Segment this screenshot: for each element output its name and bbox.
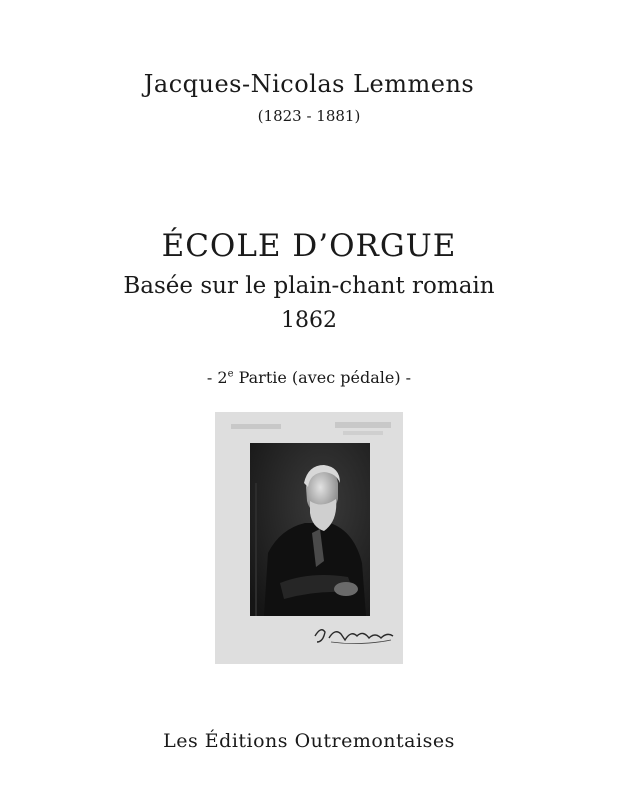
book-title: ÉCOLE D’ORGUE — [161, 228, 457, 264]
part-label — [0, 368, 618, 387]
part-superscript: e — [227, 368, 234, 380]
part-suffix: Partie (avec pédale) - — [233, 368, 412, 387]
portrait-plate — [215, 412, 403, 664]
author-name: Jacques-Nicolas Lemmens — [143, 70, 475, 98]
publication-year: 1862 — [281, 308, 337, 333]
publisher-name: Les Éditions Outremontaises — [163, 730, 455, 752]
part-prefix: - 2 — [206, 368, 228, 387]
portrait-photograph — [250, 443, 370, 616]
plate-ghost-text — [225, 416, 395, 440]
book-subtitle: Basée sur le plain-chant romain — [123, 273, 495, 299]
portrait-figure — [250, 443, 370, 616]
signature-image — [311, 618, 397, 648]
author-dates: (1823 - 1881) — [257, 107, 361, 125]
